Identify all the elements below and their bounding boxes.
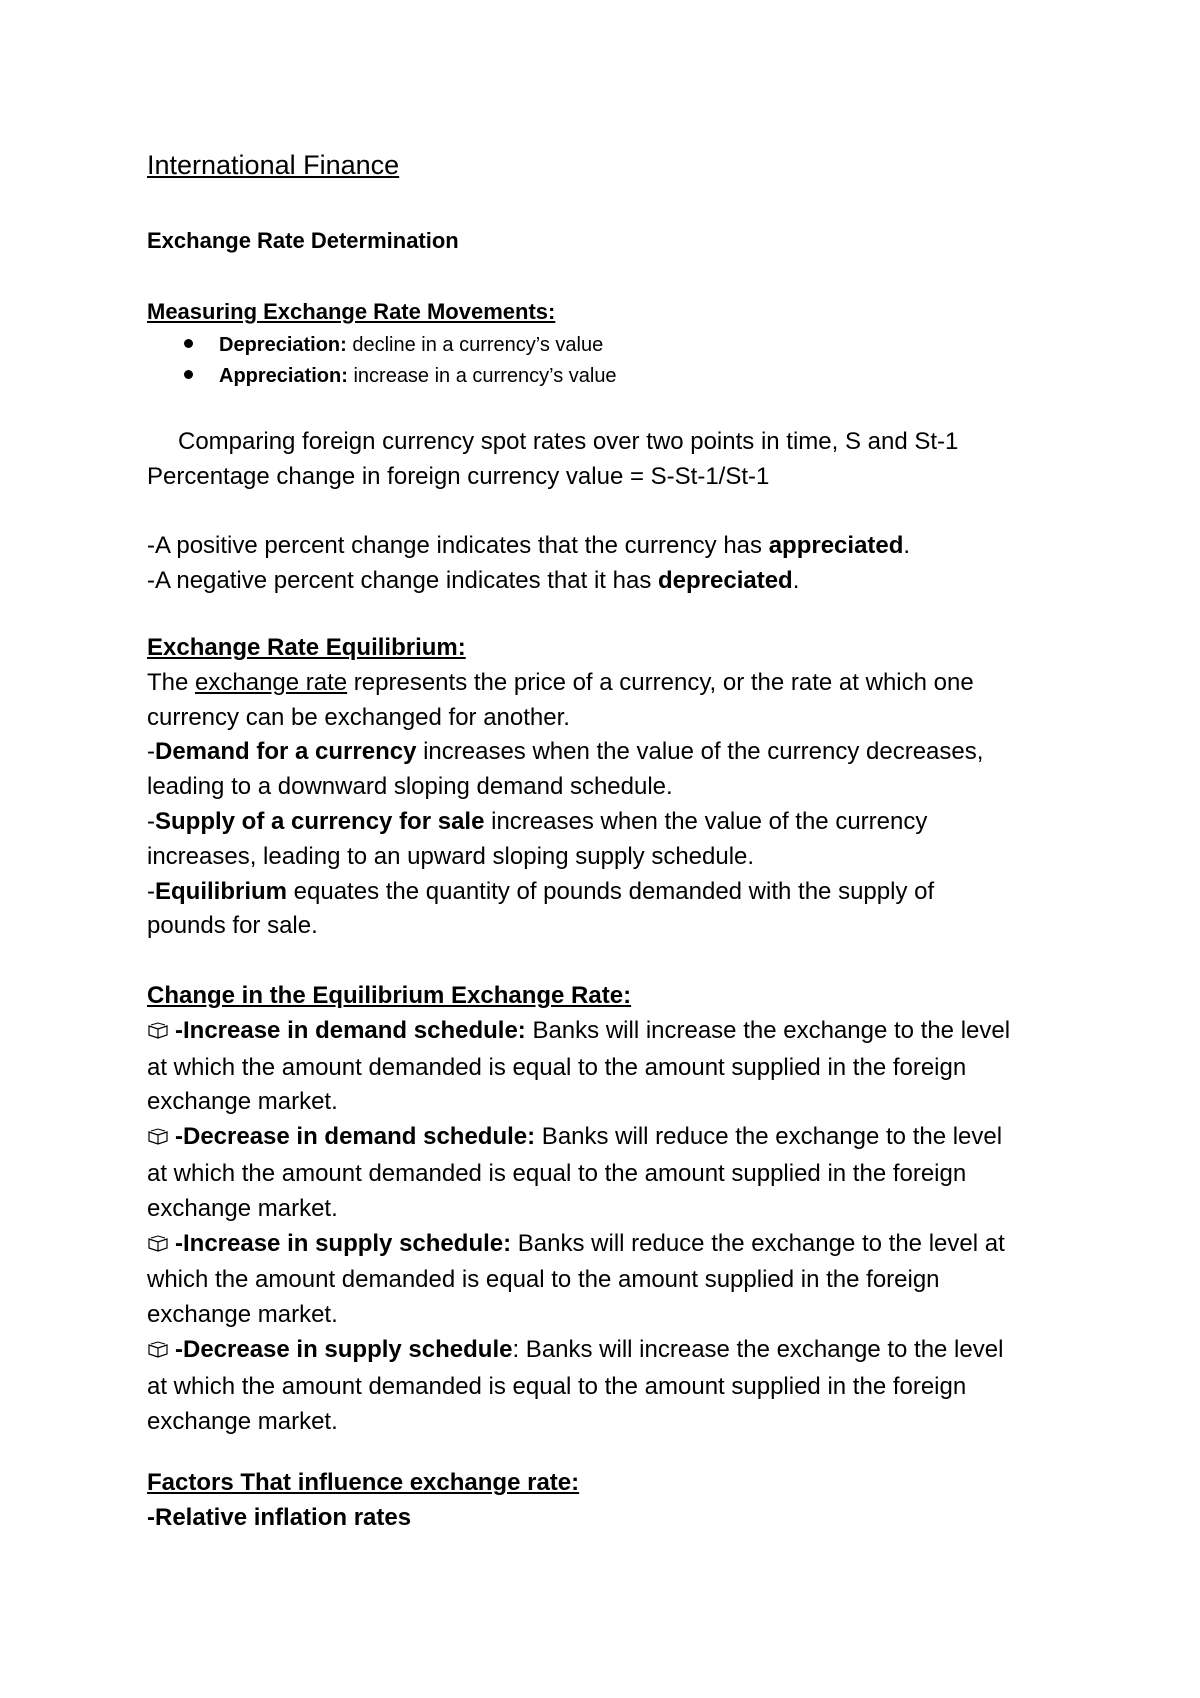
depreciated-term: depreciated: [658, 567, 793, 595]
bullet-text: increase in a currency’s value: [347, 365, 617, 387]
change-item-line-2: at which the amount demanded is equal to the amount supplied in the foreign: [147, 1159, 967, 1187]
formula-line: Percentage change in foreign currency value = S-St-1/St-1: [147, 462, 770, 490]
supply-line: [147, 805, 1077, 840]
dash: -: [147, 738, 155, 766]
supply-line-2: increases, leading to an upward sloping supply schedule.: [147, 842, 755, 870]
factors-heading: Factors That influence exchange rate:: [147, 1469, 580, 1496]
bullet-dot-icon: [184, 370, 193, 379]
equilibrium-def-line: [147, 875, 1077, 910]
equilibrium-line-2: currency can be exchanged for another.: [147, 703, 570, 731]
change-item-line-3: exchange market.: [147, 1301, 338, 1329]
exchange-rate-term: exchange rate: [195, 668, 348, 696]
dash: -: [147, 877, 155, 905]
change-item: [147, 1014, 1077, 1120]
book-icon: [147, 1335, 169, 1370]
change-item-line-2: which the amount demanded is equal to the amount supplied in the foreign: [147, 1266, 940, 1294]
change-heading: Change in the Equilibrium Exchange Rate:: [147, 982, 632, 1009]
bullet-term: Depreciation:: [219, 334, 347, 356]
factors-first-item: -Relative inflation rates: [147, 1503, 412, 1531]
demand-line: [147, 735, 1077, 770]
bullet-appreciation: [147, 361, 617, 392]
compare-line: Comparing foreign currency spot rates over two points in time, S and St-1: [178, 428, 959, 455]
bullet-depreciation: [147, 330, 617, 361]
change-item: [147, 1120, 1077, 1226]
equilibrium-section: [147, 631, 1077, 944]
bullet-dot-icon: [184, 339, 193, 348]
change-item-line-3: exchange market.: [147, 1194, 338, 1222]
demand-text: increases when the value of the currency decreases,: [416, 738, 984, 766]
supply-text: increases when the value of the currency: [484, 807, 928, 835]
section-subtitle: Exchange Rate Determination: [147, 228, 459, 253]
dash: -: [147, 807, 155, 835]
change-item-line-2: at which the amount demanded is equal to the amount supplied in the foreign: [147, 1372, 967, 1400]
change-item-text: : Banks will increase the exchange to the level: [512, 1335, 1004, 1363]
change-section: [147, 979, 1077, 1439]
measuring-heading: Measuring Exchange Rate Movements:: [147, 299, 556, 324]
change-item-term: -Increase in demand schedule:: [175, 1016, 526, 1044]
change-item-text: Banks will reduce the exchange to the level at: [511, 1229, 1005, 1257]
demand-line-2: leading to a downward sloping demand schedule.: [147, 773, 673, 801]
change-item-term: -Decrease in supply schedule: [175, 1335, 513, 1363]
negative-change-text: -A negative percent change indicates that it has: [147, 567, 658, 595]
book-icon: [147, 1122, 169, 1157]
bullet-text: decline in a currency’s value: [346, 334, 604, 356]
equilibrium-line-1: [147, 666, 1077, 701]
factors-section: [147, 1466, 1077, 1536]
book-icon: [147, 1229, 169, 1264]
positive-change-text: -A positive percent change indicates that the currency has: [147, 532, 769, 560]
supply-term: Supply of a currency for sale: [155, 807, 485, 835]
change-item-text: Banks will increase the exchange to the level: [525, 1016, 1011, 1044]
equilibrium-term: Equilibrium: [155, 877, 287, 905]
demand-term: Demand for a currency: [155, 738, 417, 766]
change-item-text: Banks will reduce the exchange to the level: [535, 1123, 1003, 1151]
appreciated-term: appreciated: [768, 532, 904, 560]
change-item-line-3: exchange market.: [147, 1407, 338, 1435]
change-item-term: -Increase in supply schedule:: [175, 1229, 512, 1257]
measuring-bullet-list: [147, 330, 617, 392]
change-item: [147, 1227, 1077, 1333]
negative-change-line: [147, 564, 1077, 599]
equilibrium-line-1-pre: The: [147, 668, 196, 696]
equilibrium-heading: Exchange Rate Equilibrium:: [147, 634, 466, 661]
change-item-line-3: exchange market.: [147, 1088, 338, 1116]
document-title: International Finance: [147, 150, 400, 180]
change-item-term: -Decrease in demand schedule:: [175, 1123, 536, 1151]
equilibrium-def-line-2: pounds for sale.: [147, 912, 318, 940]
period: .: [792, 567, 800, 595]
positive-change-line: [147, 529, 1077, 564]
period: .: [903, 532, 911, 560]
change-item: [147, 1333, 1077, 1439]
equilibrium-def-text: equates the quantity of pounds demanded with the supply of: [287, 877, 935, 905]
measuring-body: [147, 425, 1077, 599]
equilibrium-line-1-post: represents the price of a currency, or the rate at which one: [347, 668, 974, 696]
book-icon: [147, 1016, 169, 1051]
bullet-term: Appreciation:: [219, 365, 348, 387]
change-item-line-2: at which the amount demanded is equal to the amount supplied in the foreign: [147, 1053, 967, 1081]
